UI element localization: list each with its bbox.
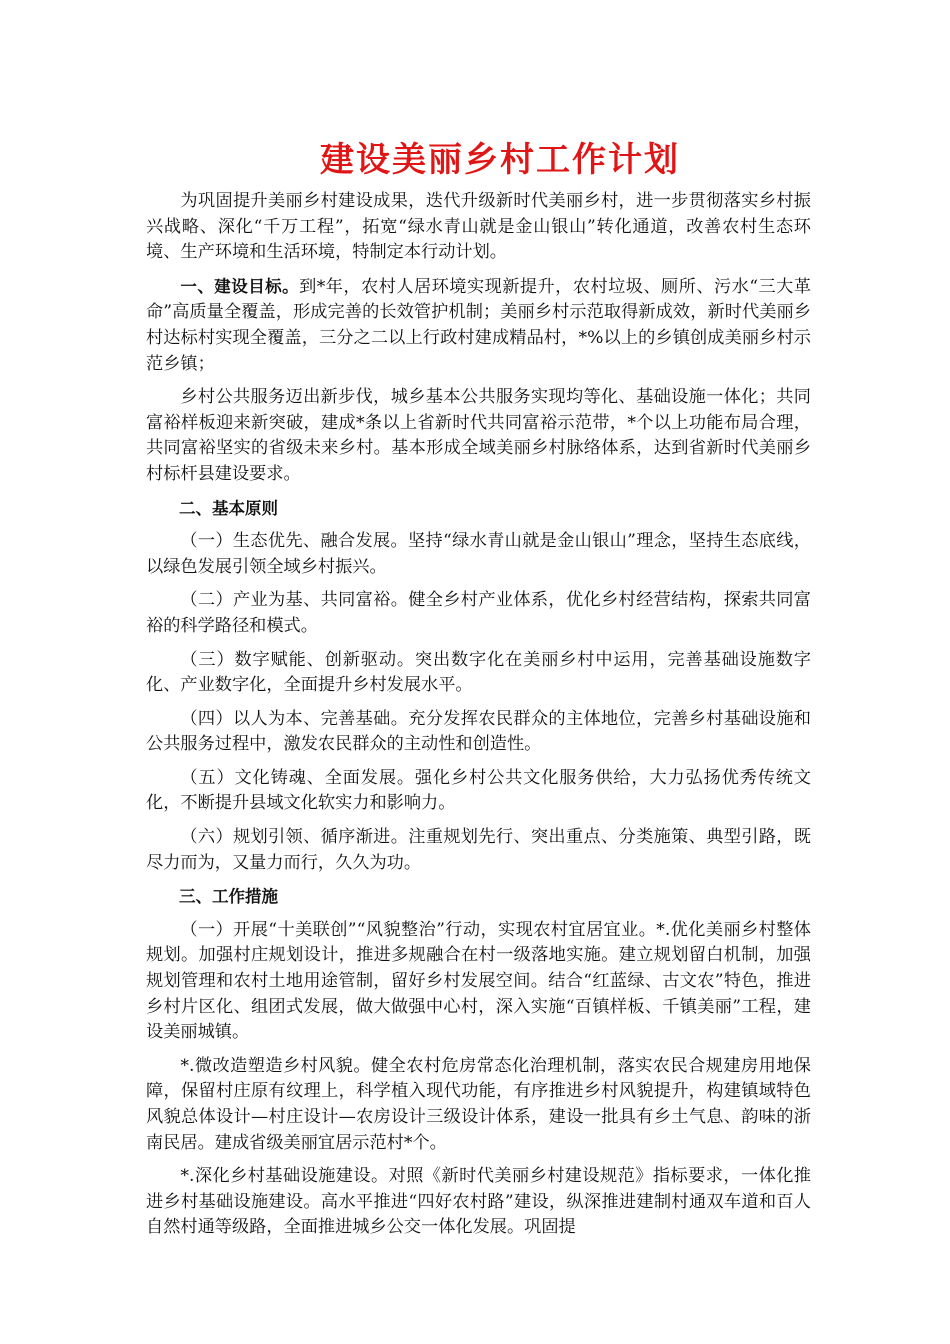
principle-item: （一）生态优先、融合发展。坚持“绿水青山就是金山银山”理念，坚持生态底线，以绿色发展引领全域乡村振兴。 [146,531,811,577]
document-title: 建设美丽乡村工作计划 [320,140,680,180]
principle-item: （三）数字赋能、创新驱动。突出数字化在美丽乡村中运用，完善基础设施数字化、产业数字化，全面提升乡村发展水平。 [146,649,811,696]
principles-heading: 二、基本原则 [179,498,278,518]
goal-heading: 一、建设目标。 [180,276,300,296]
measure-item: （一）开展“十美联创”“风貌整治”行动，实现农村宜居宜业。*.优化美丽乡村整体规划。加强村庄规划设计，推进多规融合在村一级落地实施。建立规划留白机制，加强规划管理和农村土地用途管制，留好乡村发展空间。结合“红蓝绿、古文农”特色，推进乡村片区化、组团式发展，做大做强中心村，深入实施“百镇样板、千镇美丽”工程，建设美丽城镇。 [146,919,811,1043]
principle-item: （二）产业为基、共同富裕。健全乡村产业体系，优化乡村经营结构，探索共同富裕的科学路径和模式。 [146,590,811,636]
intro-paragraph: 为巩固提升美丽乡村建设成果，迭代升级新时代美丽乡村，进一步贯彻落实乡村振兴战略、深化“千万工程”，拓宽“绿水青山就是金山银山”转化通道，改善农村生态环境、生产环境和生活环境，特制定本行动计划。 [146,191,811,263]
principle-item: （四）以人为本、完善基础。充分发挥农民群众的主体地位，完善乡村基础设施和公共服务过程中，激发农民群众的主动性和创造性。 [146,708,811,755]
goal-paragraph-2: 乡村公共服务迈出新步伐，城乡基本公共服务实现均等化、基础设施一体化；共同富裕样板迎来新突破，建成*条以上省新时代共同富裕示范带，*个以上功能布局合理，共同富裕坚实的省级未来乡村。基本形成全域美丽乡村脉络体系，达到省新时代美丽乡村标杆县建设要求。 [146,387,811,484]
principle-item: （五）文化铸魂、全面发展。强化乡村公共文化服务供给，大力弘扬优秀传统文化，不断提升县域文化软实力和影响力。 [146,767,811,814]
document-body [146,189,811,1249]
measure-item: *.深化乡村基础设施建设。对照《新时代美丽乡村建设规范》指标要求，一体化推进乡村基础设施建设。高水平推进“四好农村路”建设，纵深推进建制村通双车道和百人自然村通等级路，全面推进城乡公交一体化发展。巩固提 [146,1166,811,1238]
measures-heading: 三、工作措施 [179,887,278,907]
principle-item: （六）规划引领、循序渐进。注重规划先行、突出重点、分类施策、典型引路，既尽力而为，又量力而行，久久为功。 [146,827,811,873]
measure-item: *.微改造塑造乡村风貌。健全农村危房常态化治理机制，落实农民合规建房用地保障，保留村庄原有纹理上，科学植入现代功能，有序推进乡村风貌提升，构建镇域特色风貌总体设计—村庄设计—农房设计三级设计体系，建设一批具有乡土气息、韵味的浙南民居。建成省级美丽宜居示范村*个。 [146,1055,811,1153]
goal-paragraph [146,274,811,377]
goal-text: 到*年，农村人居环境实现新提升，农村垃圾、厕所、污水“三大革命”高质量全覆盖，形成完善的长效管护机制；美丽乡村示范取得新成效，新时代美丽乡村达标村实现全覆盖，三分之二以上行政村建成精品村，*%以上的乡镇创成美丽乡村示范乡镇； [146,276,811,374]
